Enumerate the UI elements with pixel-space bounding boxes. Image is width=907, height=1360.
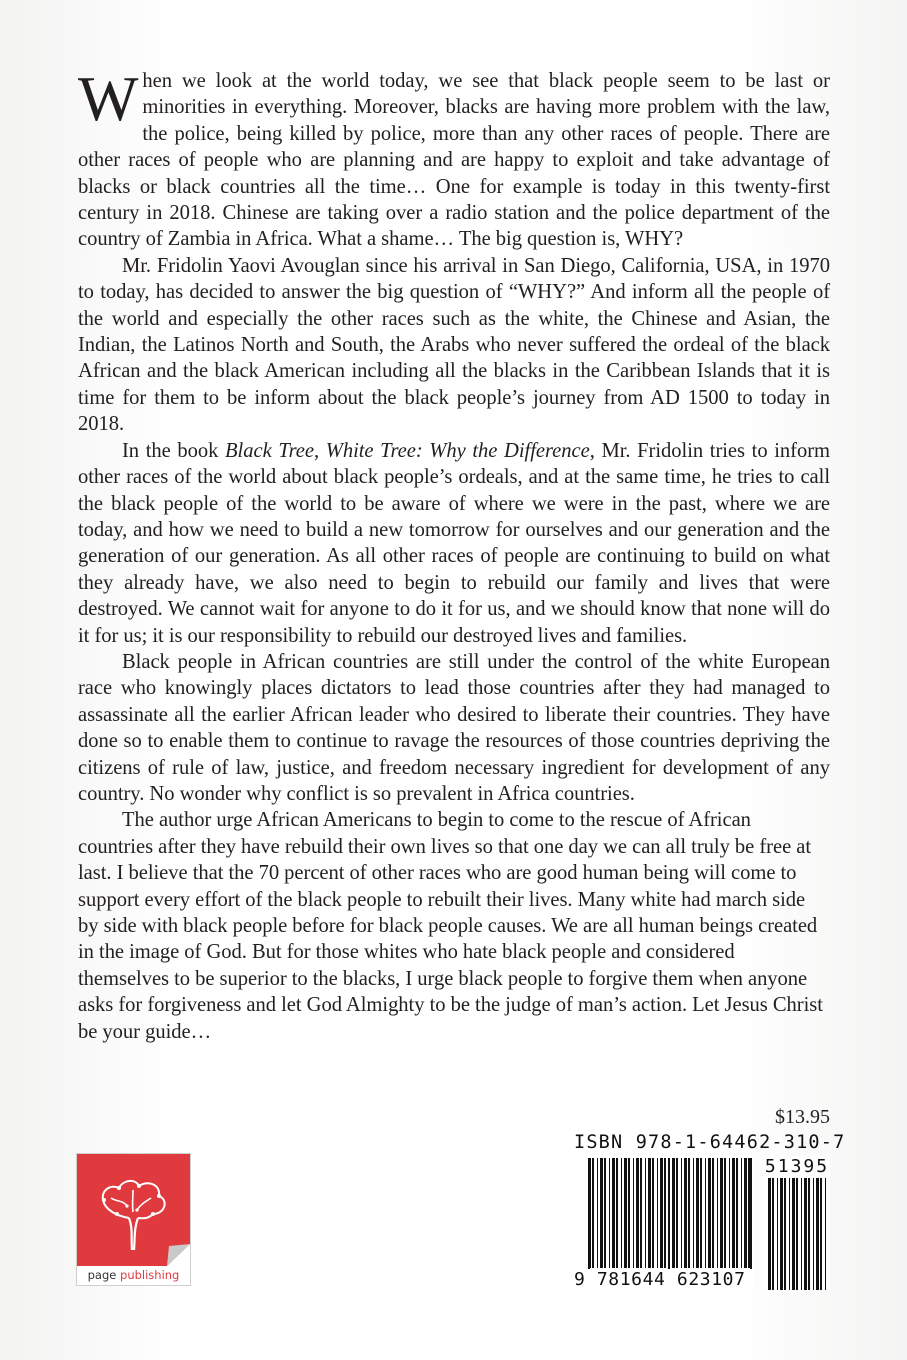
addon-digits: 51395 [764, 1156, 830, 1177]
blurb-paragraph-3-intro: In the book [122, 439, 226, 462]
ean-digits: 9 781644 623107 [574, 1269, 754, 1291]
blurb-paragraph-1 [78, 63, 830, 253]
blurb-paragraph-3 [78, 438, 830, 649]
ean-barcode [574, 1156, 754, 1290]
publisher-name-part1: page [87, 1268, 117, 1282]
price-label: $13.95 [775, 1106, 830, 1128]
tree-icon [77, 1154, 190, 1266]
price-addon-barcode [764, 1156, 830, 1290]
back-cover-blurb [78, 63, 830, 1045]
publisher-name [77, 1266, 190, 1285]
publisher-logo [76, 1153, 191, 1286]
blurb-paragraph-3-text: , Mr. Fridolin tries to inform other races of the world about black people’s ordeals, and at the same time, he tries to call the black people of the world to be aware of where we were in the past, where we are today, and how we need to build a new tomorrow for ourselves and our generation and the generation of our generation. As all other races of people are continuing to build on what they already have, we also need to begin to rebuild our family and lives that were destroyed. We cannot wait for anyone to do it for us, and we should know that none will do it for us; it is our responsibility to rebuild our destroyed lives and families. [78, 439, 830, 647]
book-title: Black Tree, White Tree: Why the Difference [225, 439, 590, 462]
blurb-paragraph-2: Mr. Fridolin Yaovi Avouglan since his arrival in San Diego, California, USA, in 1970 to today, has decided to answer the big question of “WHY?” And inform all the people of the world and especially the other races such as the white, the Chinese and Asian, the Indian, the Latinos North and South, the Arabs who never suffered the ordeal of the black African and the black American including all the blacks in the Caribbean Islands that it is time for them to be inform about the black people’s journey from AD 1500 to today in 2018. [78, 254, 830, 436]
barcode [574, 1156, 830, 1290]
blurb-paragraph-4: Black people in African countries are still under the control of the white European race who knowingly places dictators to lead those countries after they had managed to assassinate all the earlier African leader who desired to liberate their countries. They have done so to enable them to continue to ravage the resources of those countries depriving the citizens of rule of law, justice, and freedom necessary ingredient for development of any country. No wonder why conflict is so prevalent in Africa countries. [78, 650, 830, 805]
blurb-paragraph-5: The author urge African Americans to begin to come to the rescue of African countries after they have rebuild their own lives so that one day we can all truly be free at last. I believe that the 70 percent of other races who are good human being will come to support every effort of the black people to rebuilt their lives. Many white had march side by side with black people before for black people causes. We are all human beings created in the image of God. But for those whites who hate black people and considered themselves to be superior to the blacks, I urge black people to forgive them when anyone asks for forgiveness and let God Almighty to be the judge of man’s action. Let Jesus Christ be your guide… [78, 809, 823, 1043]
logo-tree-panel [77, 1154, 190, 1266]
blurb-paragraph-1-text: hen we look at the world today, we see that black people seem to be last or minorities in everything. Moreover, blacks are having more problem with the law, the police, being killed by police, more than any other races of people. There are other races of people who are planning and are happy to exploit and take advantage of blacks or black countries all the time… One for example is today in this twenty-first century in 2018. Chinese are taking over a radio station and the police department of the country of Zambia in Africa. What a shame… The big question is, WHY? [78, 70, 830, 251]
drop-cap: W [78, 63, 139, 134]
isbn-label: ISBN 978-1-64462-310-7 [574, 1132, 846, 1153]
publisher-name-part2: publishing [120, 1268, 180, 1282]
